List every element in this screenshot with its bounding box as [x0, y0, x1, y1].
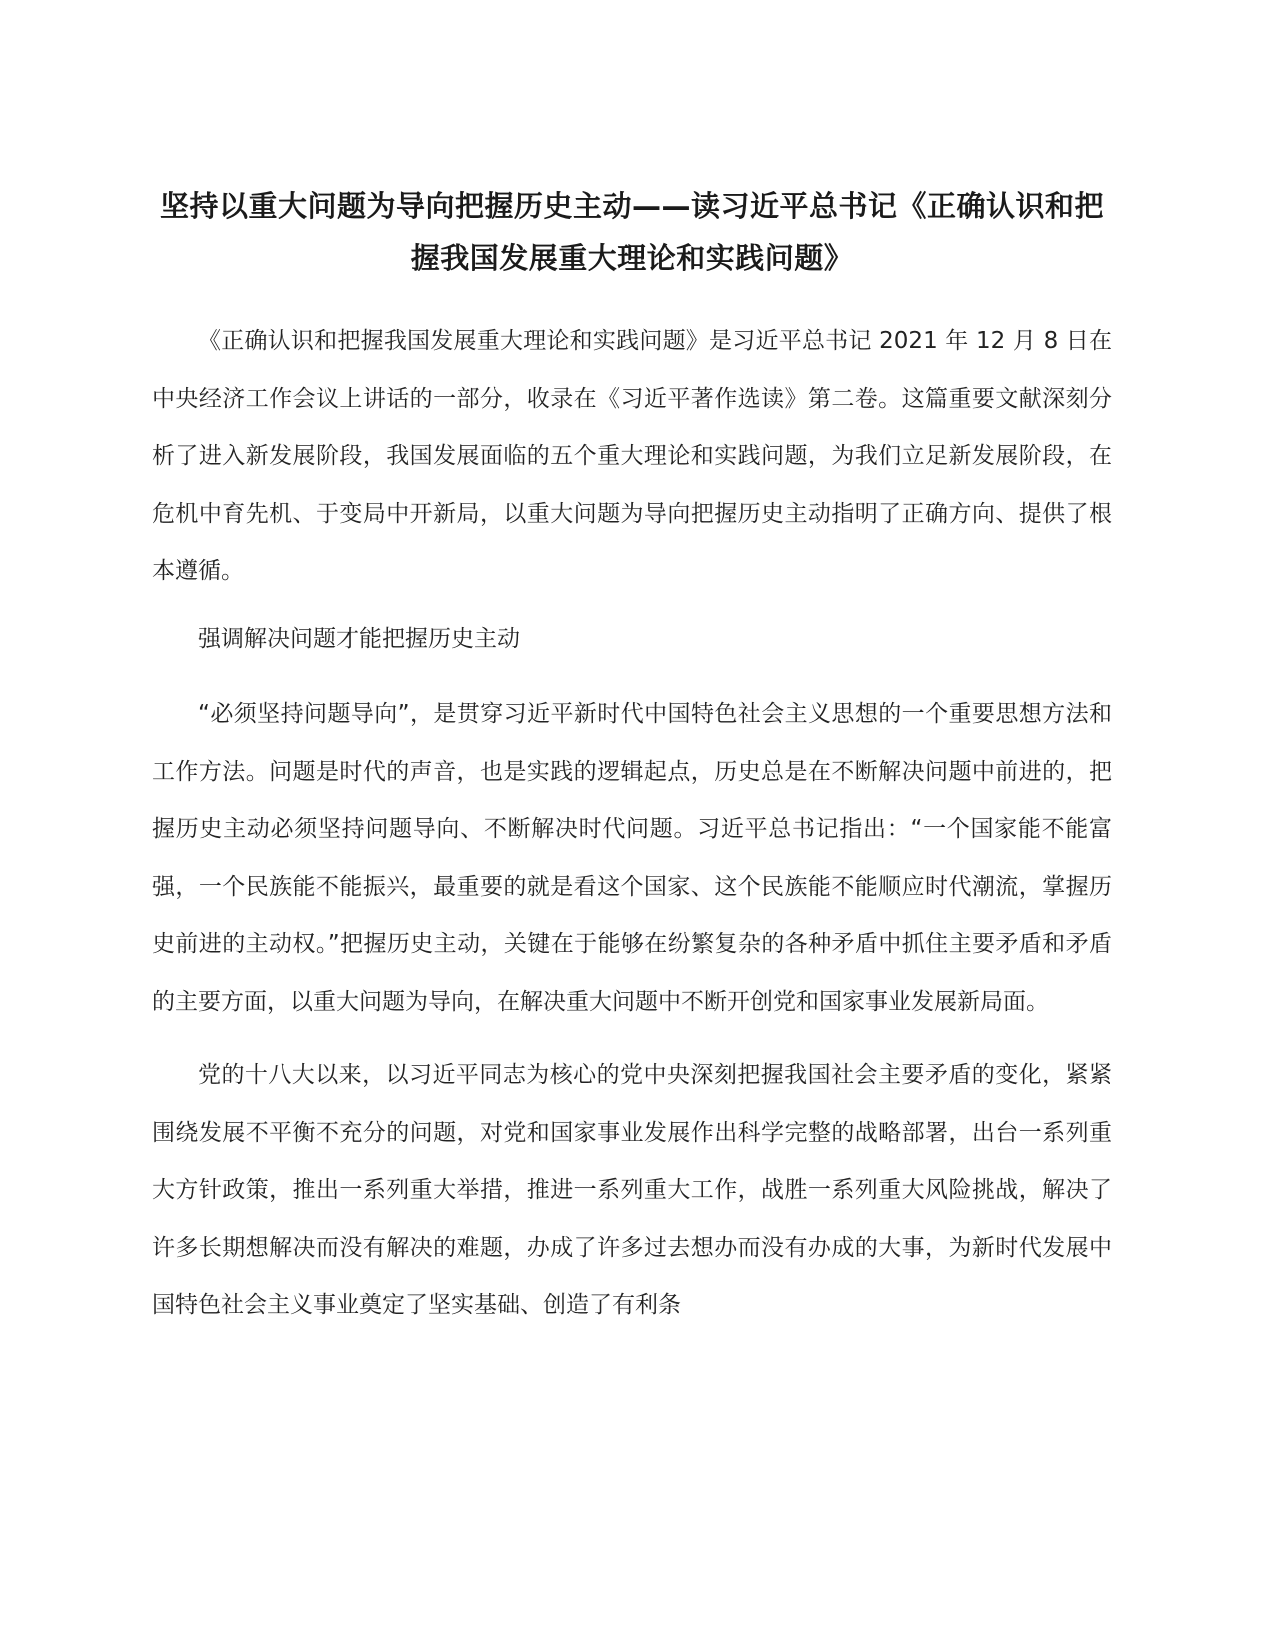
body-paragraph: “必须坚持问题导向”，是贯穿习近平新时代中国特色社会主义思想的一个重要思想方法和工作方法。问题是时代的声音，也是实践的逻辑起点，历史总是在不断解决问题中前进的，把握历史主动必须坚持问题导向、不断解决时代问题。习近平总书记指出：“一个国家能不能富强，一个民族能不能振兴，最重要的就是看这个国家、这个民族能不能顺应时代潮流，掌握历史前进的主动权。”把握历史主动，关键在于能够在纷繁复杂的各种矛盾中抓住主要矛盾和矛盾的主要方面，以重大问题为导向，在解决重大问题中不断开创党和国家事业发展新局面。	[152, 701, 1112, 1015]
document-body	[152, 180, 1112, 1335]
body-paragraph: 党的十八大以来，以习近平同志为核心的党中央深刻把握我国社会主要矛盾的变化，紧紧围绕发展不平衡不充分的问题，对党和国家事业发展作出科学完整的战略部署，出台一系列重大方针政策，推出一系列重大举措，推进一系列重大工作，战胜一系列重大风险挑战，解决了许多长期想解决而没有解决的难题，办成了许多过去想办而没有办成的大事，为新时代发展中国特色社会主义事业奠定了坚实基础、创造了有利条	[152, 1062, 1112, 1318]
section-heading: 强调解决问题才能把握历史主动	[198, 625, 520, 652]
document-title: 坚持以重大问题为导向把握历史主动——读习近平总书记《正确认识和把握我国发展重大理论和实践问题》	[159, 189, 1104, 275]
intro-paragraph: 《正确认识和把握我国发展重大理论和实践问题》是习近平总书记 2021 年 12 月 8 日在中央经济工作会议上讲话的一部分，收录在《习近平著作选读》第二卷。这篇重要文献深刻分析了进入新发展阶段，我国发展面临的五个重大理论和实践问题，为我们立足新发展阶段，在危机中育先机、于变局中开新局，以重大问题为导向把握历史主动指明了正确方向、提供了根本遵循。	[152, 328, 1112, 584]
